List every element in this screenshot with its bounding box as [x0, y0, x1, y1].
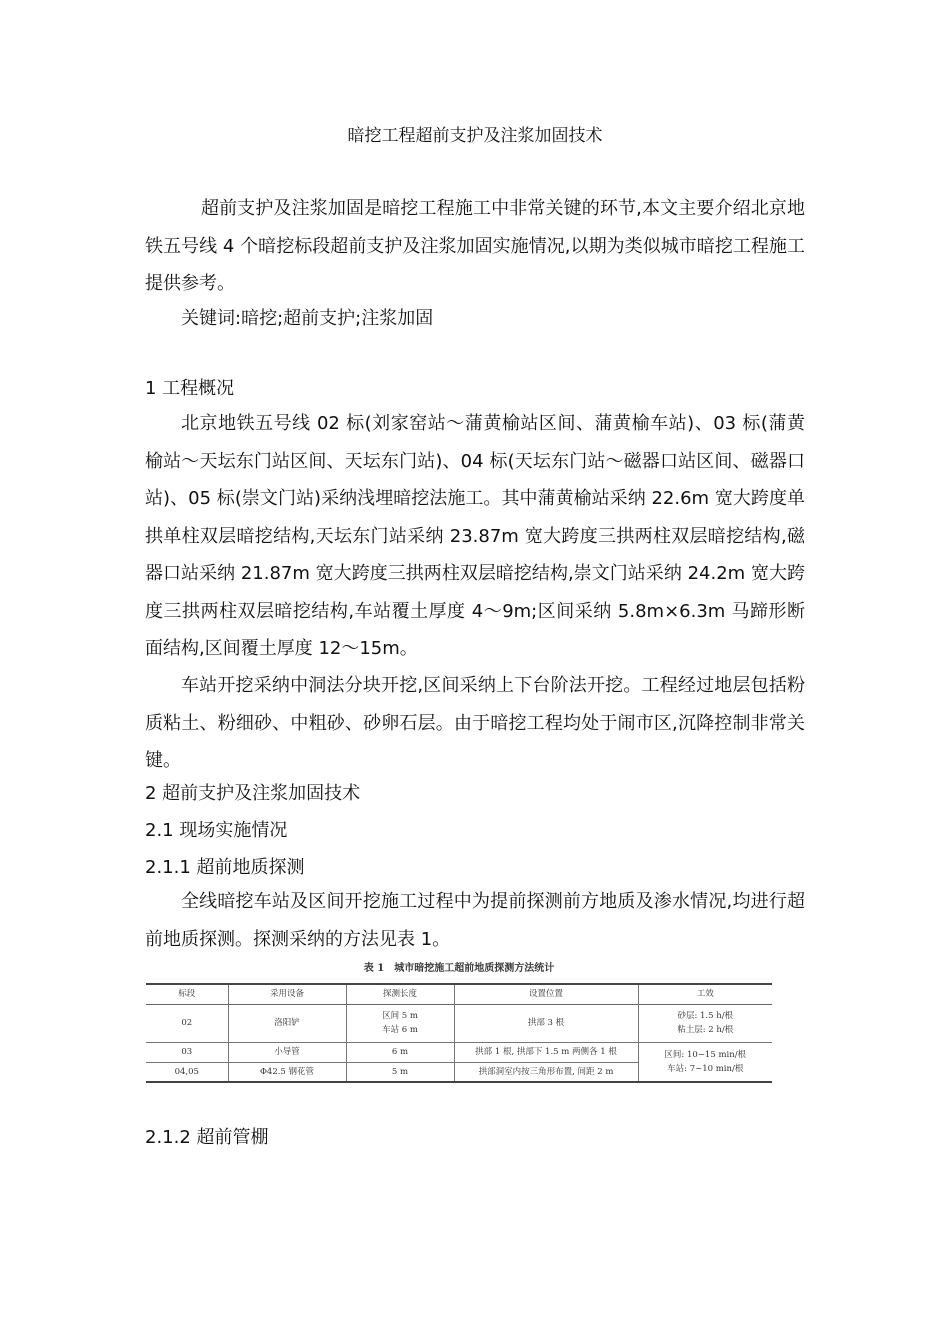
abstract-paragraph: 超前支护及注浆加固是暗挖工程施工中非常关键的环节,本文主要介绍北京地铁五号线 4 个暗挖标段超前支护及注浆加固实施情况,以期为类似城市暗挖工程施工提供参考。 — [145, 198, 805, 294]
cell-length: 6 m — [346, 1042, 454, 1062]
table-row — [146, 1042, 772, 1062]
section-1-paragraph-2: 车站开挖采纳中洞法分块开挖,区间采纳上下台阶法开挖。工程经过地层包括粉质粘土、粉细砂、中粗砂、砂卵石层。由于暗挖工程均处于闹市区,沉降控制非常关键。 — [145, 675, 805, 771]
section-2-1-1-heading: 2.1.1 超前地质探测 — [145, 857, 305, 878]
header-section: 标段 — [178, 989, 196, 1000]
length-line: 区间 5 m — [382, 1011, 418, 1021]
cell-section: 03 — [181, 1047, 193, 1057]
header-position: 设置位置 — [454, 984, 638, 1004]
efficiency-line: 砂层: 1.5 h/根 — [677, 1011, 734, 1021]
table-header-row — [146, 984, 772, 1004]
section-2-1-heading: 2.1 现场实施情况 — [145, 820, 288, 841]
cell-length — [346, 1004, 454, 1042]
section-1-heading: 1 工程概况 — [145, 378, 235, 399]
section-2-1-2-heading: 2.1.2 超前管棚 — [145, 1127, 269, 1148]
efficiency-line: 粘土层: 2 h/根 — [677, 1025, 734, 1035]
probe-method-table-figure — [146, 961, 772, 1083]
header-device: 采用设备 — [228, 984, 346, 1004]
cell-position: 拱部洞室内按三角形布置, 间距 2 m — [454, 1062, 638, 1082]
cell-device: 小导管 — [228, 1042, 346, 1062]
cell-device: 洛阳铲 — [228, 1004, 346, 1042]
header-length: 探测长度 — [346, 984, 454, 1004]
probe-method-table — [146, 983, 772, 1083]
section-2-1-1-paragraph: 全线暗挖车站及区间开挖施工过程中为提前探测前方地质及渗水情况,均进行超前地质探测。探测采纳的方法见表 1。 — [145, 891, 805, 950]
header-efficiency: 工效 — [638, 984, 772, 1004]
table-caption: 表 1 城市暗挖施工超前地质探测方法统计 — [363, 963, 555, 974]
keywords-line: 关键词:暗挖;超前支护;注浆加固 — [181, 308, 434, 329]
efficiency-line: 区间: 10~15 min/根 — [664, 1049, 747, 1060]
cell-position: 拱部 1 根, 拱部下 1.5 m 两侧各 1 根 — [454, 1042, 638, 1062]
length-line: 车站 6 m — [382, 1025, 418, 1035]
cell-section: 04,05 — [174, 1066, 199, 1077]
section-2-heading: 2 超前支护及注浆加固技术 — [145, 783, 361, 804]
table-row — [146, 1004, 772, 1042]
cell-length: 5 m — [346, 1062, 454, 1082]
efficiency-line: 车站: 7~10 min/根 — [667, 1063, 744, 1074]
cell-section: 02 — [181, 1018, 193, 1028]
cell-position: 拱部 3 根 — [454, 1004, 638, 1042]
section-1-paragraph-1: 北京地铁五号线 02 标(刘家窑站～蒲黄榆站区间、蒲黄榆车站)、03 标(蒲黄榆站～天坛东门站区间、天坛东门站)、04 标(天坛东门站～磁器口站区间、磁器口站)、05 标(崇文门站)采纳浅埋暗挖法施工。其中蒲黄榆站采纳 22.6m 宽大跨度单拱单柱双层暗挖结构,天坛东门站采纳 23.87m 宽大跨度三拱两柱双层暗挖结构,磁器口站采纳 21.87m 宽大跨度三拱两柱双层暗挖结构,崇文门站采纳 24.2m 宽大跨度三拱两柱双层暗挖结构,车站覆土厚度 4～9m;区间采纳 5.8m×6.3m 马蹄形断面结构,区间覆土厚度 12～15m。 — [145, 413, 805, 659]
cell-device: Φ42.5 钢花管 — [228, 1062, 346, 1082]
cell-efficiency — [638, 1042, 772, 1082]
page-title: 暗挖工程超前支护及注浆加固技术 — [347, 126, 603, 146]
cell-efficiency — [638, 1004, 772, 1042]
